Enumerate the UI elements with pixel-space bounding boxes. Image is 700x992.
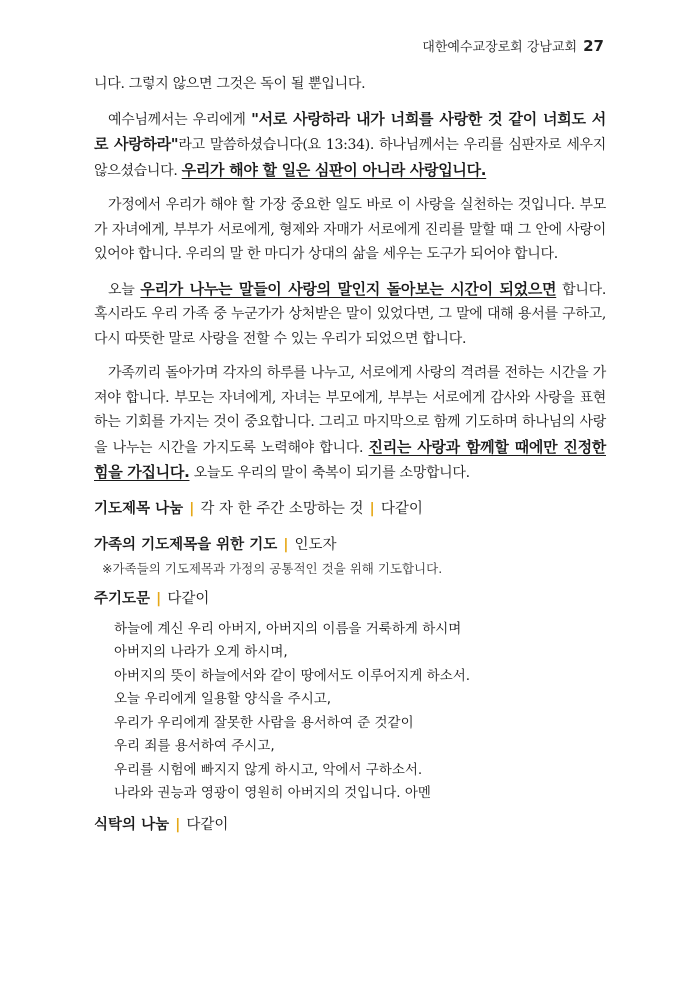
paragraph-text: 가정에서 우리가 해야 할 가장 중요한 일도 바로 이 사랑을 실천하는 것입니다. 부모가 자녀에게, 부부가 서로에게, 형제와 자매가 서로에게 진리를 말할 때 그 안에 사랑이 있어야 합니다. 우리의 말 한 마디가 상대의 삶을 세우는 도구가 되어야 합니다.	[94, 197, 606, 262]
paragraph-text: 라고 말씀하셨습니다(요 13:34). 하나님께서는 우리를 심판자로 세우지 않으셨습니다.	[94, 137, 606, 179]
separator-bar: |	[283, 536, 289, 553]
church-name: 대한예수교장로회 강남교회	[422, 40, 578, 55]
lords-prayer-text	[114, 618, 606, 806]
paragraph-text: 오늘	[108, 281, 141, 298]
section-title: 가족의 기도제목을 위한 기도	[94, 536, 278, 553]
prayer-line: 우리가 우리에게 잘못한 사람을 용서하여 준 것같이	[114, 714, 414, 731]
paragraph-family-practice	[94, 193, 606, 267]
scripture-quote: "서로 사랑하라 내가 너희를 사랑한 것 같이 너희도 서로 사랑하라"	[94, 109, 606, 153]
section-lords-prayer	[94, 586, 606, 612]
section-family-prayer	[94, 532, 606, 558]
prayer-line: 아버지의 뜻이 하늘에서와 같이 땅에서도 이루어지게 하소서.	[114, 667, 471, 684]
section-prayer-share	[94, 496, 606, 522]
paragraph-love-command	[94, 107, 606, 184]
prayer-line: 우리를 시험에 빠지지 않게 하시고, 악에서 구하소서.	[114, 761, 423, 778]
section-leader: 다같이	[167, 590, 210, 607]
prayer-line: 오늘 우리에게 일용할 양식을 주시고,	[114, 691, 332, 707]
separator-bar: |	[175, 816, 181, 833]
underlined-emphasis: 우리가 나누는 말들이 사랑의 말인지 돌아보는 시간이 되었으면	[140, 279, 557, 298]
section-leader: 다같이	[186, 816, 229, 833]
paragraph-text: 예수님께서는 우리에게	[108, 111, 252, 128]
separator-bar: |	[369, 500, 375, 517]
body-content	[94, 72, 606, 838]
prayer-line: 하늘에 계신 우리 아버지, 아버지의 이름을 거룩하게 하시며	[114, 620, 462, 637]
paragraph-sharing	[94, 361, 606, 486]
prayer-line: 우리 죄를 용서하여 주시고,	[114, 738, 275, 754]
prayer-line: 아버지의 나라가 오게 하시며,	[114, 644, 288, 660]
section-title: 주기도문	[94, 590, 151, 607]
paragraph-reflection	[94, 277, 606, 352]
section-leader: 인도자	[294, 536, 337, 553]
section-title: 식탁의 나눔	[94, 816, 170, 833]
separator-bar: |	[156, 590, 162, 607]
underlined-emphasis: 우리가 해야 할 일은 심판이 아니라 사랑입니다.	[181, 160, 487, 179]
paragraph-text: 합니다. 혹시라도 우리 가족 중 누군가가 상처받은 말이 있었다면, 그 말에 대해 용서를 구하고, 다시 따뜻한 말로 사랑을 전할 수 있는 우리가 되었으면 합니다.	[94, 281, 606, 347]
paragraph-continuation	[94, 72, 606, 97]
running-header	[422, 36, 604, 55]
section-note: ※가족들의 기도제목과 가정의 공통적인 것을 위해 기도합니다.	[102, 560, 443, 576]
underlined-emphasis: 진리는 사랑과 함께할 때에만 진정한 힘을 가집니다.	[94, 437, 606, 481]
section-leader: 다같이	[380, 500, 423, 517]
section-detail: 각 자 한 주간 소망하는 것	[200, 500, 364, 517]
section-title: 기도제목 나눔	[94, 500, 184, 517]
paragraph-text: 니다. 그렇지 않으면 그것은 독이 될 뿐입니다.	[94, 76, 366, 92]
page-number: 27	[583, 37, 604, 55]
paragraph-text: 오늘도 우리의 말이 축복이 되기를 소망합니다.	[189, 465, 470, 481]
separator-bar: |	[189, 500, 195, 517]
section-meal-share	[94, 812, 606, 838]
prayer-line: 나라와 권능과 영광이 영원히 아버지의 것입니다. 아멘	[114, 785, 431, 801]
paragraph-text: 가족끼리 돌아가며 각자의 하루를 나누고, 서로에게 사랑의 격려를 전하는 시간을 가져야 합니다. 부모는 자녀에게, 자녀는 부모에게, 부부는 서로에게 감사와 사랑을 표현하는 기회를 가지는 것이 중요합니다. 그리고 마지막으로 함께 기도하며 하나님의 사랑을 나누는 시간을 가지도록 노력해야 합니다.	[94, 365, 606, 456]
